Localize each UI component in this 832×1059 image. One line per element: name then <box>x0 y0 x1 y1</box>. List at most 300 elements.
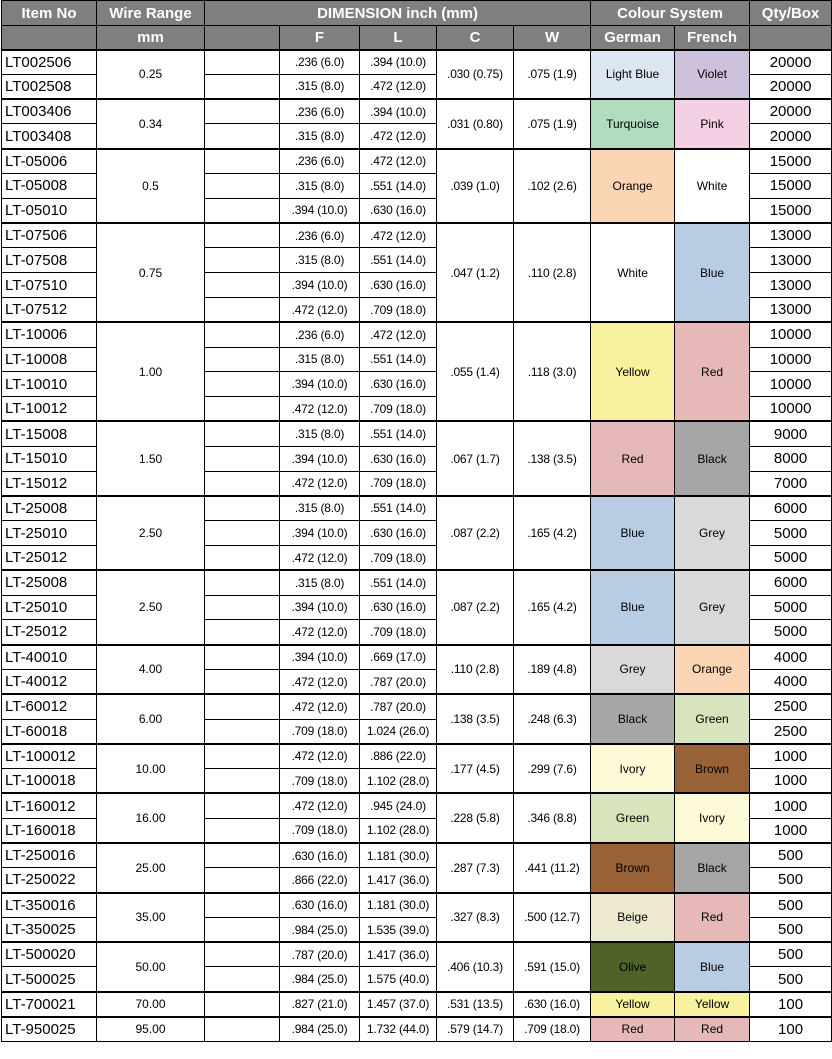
blank-subheader <box>205 26 280 50</box>
french-colour-cell: Black <box>675 843 750 893</box>
wire-range-cell: 25.00 <box>97 843 205 893</box>
f-dimension-cell: .984 (25.0) <box>280 967 360 992</box>
l-dimension-cell: .630 (16.0) <box>360 273 437 298</box>
item-no-cell: LT-15010 <box>2 446 97 471</box>
item-no-cell: LT-10012 <box>2 397 97 422</box>
german-colour-cell: White <box>591 223 675 322</box>
blank-cell <box>205 843 280 868</box>
blank-cell <box>205 124 280 149</box>
l-dimension-cell: .945 (24.0) <box>360 793 437 818</box>
item-no-cell: LT-60012 <box>2 694 97 719</box>
qty-cell: 13000 <box>750 273 832 298</box>
item-no-cell: LT-25008 <box>2 570 97 595</box>
blank-cell <box>205 198 280 223</box>
l-dimension-cell: 1.181 (30.0) <box>360 843 437 868</box>
qty-cell: 2500 <box>750 719 832 744</box>
l-dimension-cell: .630 (16.0) <box>360 521 437 546</box>
l-dimension-cell: .394 (10.0) <box>360 50 437 75</box>
blank-cell <box>205 595 280 620</box>
blank-cell <box>205 645 280 670</box>
table-row <box>2 496 832 521</box>
f-dimension-cell: .394 (10.0) <box>280 595 360 620</box>
f-dimension-cell: .315 (8.0) <box>280 421 360 446</box>
blank-cell <box>205 545 280 570</box>
l-dimension-cell: 1.102 (28.0) <box>360 818 437 843</box>
w-dimension-cell: .138 (3.5) <box>514 421 591 495</box>
w-dimension-cell: .591 (15.0) <box>514 942 591 992</box>
blank-cell <box>205 397 280 422</box>
item-no-cell: LT-950025 <box>2 1017 97 1042</box>
qty-cell: 500 <box>750 843 832 868</box>
wire-range-cell: 50.00 <box>97 942 205 992</box>
f-dimension-cell: .394 (10.0) <box>280 446 360 471</box>
blank-cell <box>205 99 280 124</box>
f-dimension-cell: .709 (18.0) <box>280 818 360 843</box>
blank-cell <box>205 223 280 248</box>
l-dimension-cell: .886 (22.0) <box>360 744 437 769</box>
french-subheader: French <box>675 26 750 50</box>
f-dimension-cell: .315 (8.0) <box>280 347 360 372</box>
l-dimension-cell: .709 (18.0) <box>360 620 437 645</box>
w-dimension-cell: .441 (11.2) <box>514 843 591 893</box>
german-colour-cell: Red <box>591 421 675 495</box>
qty-cell: 15000 <box>750 173 832 198</box>
french-colour-cell: Grey <box>675 496 750 570</box>
f-dimension-cell: .709 (18.0) <box>280 719 360 744</box>
l-dimension-cell: .787 (20.0) <box>360 694 437 719</box>
wire-range-cell: 2.50 <box>97 570 205 644</box>
l-dimension-cell: .669 (17.0) <box>360 645 437 670</box>
german-colour-cell: Light Blue <box>591 50 675 100</box>
blank-cell <box>205 273 280 298</box>
item-no-cell: LT003406 <box>2 99 97 124</box>
french-colour-cell: Ivory <box>675 793 750 843</box>
item-no-cell: LT-10008 <box>2 347 97 372</box>
french-colour-cell: Green <box>675 694 750 744</box>
w-dimension-cell: .165 (4.2) <box>514 570 591 644</box>
l-dimension-cell: 1.575 (40.0) <box>360 967 437 992</box>
blank-cell <box>205 297 280 322</box>
wire-range-cell: 95.00 <box>97 1017 205 1042</box>
l-dimension-cell: .709 (18.0) <box>360 545 437 570</box>
blank-cell <box>205 694 280 719</box>
w-dimension-cell: .248 (6.3) <box>514 694 591 744</box>
wire-range-cell: 16.00 <box>97 793 205 843</box>
blank-cell <box>205 322 280 347</box>
table-row <box>2 223 832 248</box>
blank-cell <box>205 248 280 273</box>
item-no-cell: LT-10010 <box>2 372 97 397</box>
wire-range-cell: 70.00 <box>97 992 205 1017</box>
f-dimension-cell: .472 (12.0) <box>280 669 360 694</box>
w-dimension-cell: .630 (16.0) <box>514 992 591 1017</box>
qty-cell: 5000 <box>750 595 832 620</box>
w-dimension-cell: .075 (1.9) <box>514 99 591 149</box>
c-dimension-cell: .287 (7.3) <box>437 843 514 893</box>
c-dimension-cell: .087 (2.2) <box>437 496 514 570</box>
l-dimension-cell: .472 (12.0) <box>360 149 437 174</box>
f-dimension-cell: .315 (8.0) <box>280 74 360 99</box>
c-dimension-cell: .047 (1.2) <box>437 223 514 322</box>
table-body <box>2 50 832 1042</box>
item-no-cell: LT-700021 <box>2 992 97 1017</box>
wire-range-header: Wire Range <box>97 1 205 26</box>
c-dimension-cell: .327 (8.3) <box>437 893 514 943</box>
french-colour-cell: Brown <box>675 744 750 794</box>
table-row <box>2 942 832 967</box>
item-no-cell: LT-25010 <box>2 595 97 620</box>
header-row-1 <box>2 1 832 26</box>
w-dimension-cell: .075 (1.9) <box>514 50 591 100</box>
l-dimension-cell: 1.181 (30.0) <box>360 893 437 918</box>
item-no-cell: LT-25012 <box>2 620 97 645</box>
item-no-cell: LT-60018 <box>2 719 97 744</box>
blank-cell <box>205 818 280 843</box>
german-colour-cell: Orange <box>591 149 675 223</box>
blank-cell <box>205 347 280 372</box>
qty-cell: 100 <box>750 992 832 1017</box>
wire-range-cell: 0.34 <box>97 99 205 149</box>
item-no-cell: LT-07510 <box>2 273 97 298</box>
l-dimension-cell: .709 (18.0) <box>360 471 437 496</box>
c-dimension-cell: .579 (14.7) <box>437 1017 514 1042</box>
wire-range-cell: 0.25 <box>97 50 205 100</box>
qty-cell: 10000 <box>750 347 832 372</box>
table-row <box>2 645 832 670</box>
w-dimension-cell: .102 (2.6) <box>514 149 591 223</box>
qty-cell: 500 <box>750 967 832 992</box>
item-no-cell: LT-15008 <box>2 421 97 446</box>
item-no-cell: LT-500020 <box>2 942 97 967</box>
f-dimension-cell: .984 (25.0) <box>280 1017 360 1042</box>
french-colour-cell: Black <box>675 421 750 495</box>
c-dimension-cell: .087 (2.2) <box>437 570 514 644</box>
l-dimension-cell: .551 (14.0) <box>360 248 437 273</box>
l-subheader: L <box>360 26 437 50</box>
c-dimension-cell: .228 (5.8) <box>437 793 514 843</box>
qty-cell: 20000 <box>750 124 832 149</box>
qty-box-header: Qty/Box <box>750 1 832 26</box>
l-dimension-cell: .709 (18.0) <box>360 297 437 322</box>
l-dimension-cell: 1.417 (36.0) <box>360 942 437 967</box>
qty-cell: 1000 <box>750 744 832 769</box>
f-dimension-cell: .236 (6.0) <box>280 99 360 124</box>
item-no-cell: LT-350025 <box>2 917 97 942</box>
german-colour-cell: Olive <box>591 942 675 992</box>
colour-system-header: Colour System <box>591 1 750 26</box>
wire-range-cell: 10.00 <box>97 744 205 794</box>
german-subheader: German <box>591 26 675 50</box>
french-colour-cell: Red <box>675 322 750 421</box>
l-dimension-cell: .630 (16.0) <box>360 446 437 471</box>
w-dimension-cell: .500 (12.7) <box>514 893 591 943</box>
blank-cell <box>205 446 280 471</box>
f-dimension-cell: .787 (20.0) <box>280 942 360 967</box>
c-dimension-cell: .406 (10.3) <box>437 942 514 992</box>
item-no-cell: LT-40012 <box>2 669 97 694</box>
wire-range-cell: 2.50 <box>97 496 205 570</box>
blank-cell <box>205 793 280 818</box>
french-colour-cell: Orange <box>675 645 750 695</box>
french-colour-cell: Yellow <box>675 992 750 1017</box>
blank-cell <box>205 620 280 645</box>
c-dimension-cell: .039 (1.0) <box>437 149 514 223</box>
table-row <box>2 843 832 868</box>
f-dimension-cell: .394 (10.0) <box>280 645 360 670</box>
w-dimension-cell: .709 (18.0) <box>514 1017 591 1042</box>
table-row <box>2 793 832 818</box>
french-colour-cell: Red <box>675 893 750 943</box>
item-no-cell: LT002506 <box>2 50 97 75</box>
item-no-cell: LT-15012 <box>2 471 97 496</box>
w-dimension-cell: .299 (7.6) <box>514 744 591 794</box>
table-row <box>2 893 832 918</box>
c-dimension-cell: .031 (0.80) <box>437 99 514 149</box>
item-no-cell: LT-25008 <box>2 496 97 521</box>
qty-cell: 5000 <box>750 620 832 645</box>
f-dimension-cell: .472 (12.0) <box>280 297 360 322</box>
table-row <box>2 744 832 769</box>
german-colour-cell: Blue <box>591 496 675 570</box>
table-header <box>2 1 832 50</box>
qty-cell: 9000 <box>750 421 832 446</box>
blank-cell <box>205 769 280 794</box>
f-dimension-cell: .866 (22.0) <box>280 868 360 893</box>
item-no-cell: LT-500025 <box>2 967 97 992</box>
qty-cell: 10000 <box>750 397 832 422</box>
qty-cell: 10000 <box>750 372 832 397</box>
w-dimension-cell: .118 (3.0) <box>514 322 591 421</box>
item-no-cell: LT-05008 <box>2 173 97 198</box>
qty-cell: 500 <box>750 917 832 942</box>
table-row <box>2 149 832 174</box>
german-colour-cell: Ivory <box>591 744 675 794</box>
f-dimension-cell: .315 (8.0) <box>280 173 360 198</box>
table-row <box>2 99 832 124</box>
w-subheader: W <box>514 26 591 50</box>
item-no-cell: LT-10006 <box>2 322 97 347</box>
terminal-spec-table <box>1 0 832 1042</box>
qty-cell: 8000 <box>750 446 832 471</box>
l-dimension-cell: .709 (18.0) <box>360 397 437 422</box>
l-dimension-cell: .787 (20.0) <box>360 669 437 694</box>
qty-cell: 20000 <box>750 99 832 124</box>
blank-cell <box>205 744 280 769</box>
item-no-cell: LT-25012 <box>2 545 97 570</box>
table-row <box>2 694 832 719</box>
item-no-cell: LT-160018 <box>2 818 97 843</box>
qty-cell: 4000 <box>750 669 832 694</box>
wire-range-cell: 35.00 <box>97 893 205 943</box>
blank-cell <box>205 942 280 967</box>
qty-subheader <box>750 26 832 50</box>
french-colour-cell: Blue <box>675 942 750 992</box>
qty-cell: 4000 <box>750 645 832 670</box>
l-dimension-cell: .472 (12.0) <box>360 322 437 347</box>
blank-cell <box>205 719 280 744</box>
w-dimension-cell: .165 (4.2) <box>514 496 591 570</box>
c-dimension-cell: .110 (2.8) <box>437 645 514 695</box>
german-colour-cell: Brown <box>591 843 675 893</box>
l-dimension-cell: .472 (12.0) <box>360 124 437 149</box>
item-no-cell: LT-07512 <box>2 297 97 322</box>
w-dimension-cell: .110 (2.8) <box>514 223 591 322</box>
blank-cell <box>205 496 280 521</box>
german-colour-cell: Yellow <box>591 992 675 1017</box>
qty-cell: 20000 <box>750 50 832 75</box>
l-dimension-cell: 1.535 (39.0) <box>360 917 437 942</box>
french-colour-cell: White <box>675 149 750 223</box>
qty-cell: 500 <box>750 893 832 918</box>
f-dimension-cell: .827 (21.0) <box>280 992 360 1017</box>
table-row <box>2 1017 832 1042</box>
german-colour-cell: Grey <box>591 645 675 695</box>
l-dimension-cell: .551 (14.0) <box>360 570 437 595</box>
wire-range-cell: 0.5 <box>97 149 205 223</box>
l-dimension-cell: 1.024 (26.0) <box>360 719 437 744</box>
c-dimension-cell: .177 (4.5) <box>437 744 514 794</box>
f-dimension-cell: .394 (10.0) <box>280 273 360 298</box>
wire-range-cell: 1.50 <box>97 421 205 495</box>
item-no-cell: LT-350016 <box>2 893 97 918</box>
l-dimension-cell: .630 (16.0) <box>360 595 437 620</box>
blank-cell <box>205 570 280 595</box>
w-dimension-cell: .346 (8.8) <box>514 793 591 843</box>
blank-cell <box>205 992 280 1017</box>
blank-cell <box>205 917 280 942</box>
item-no-cell: LT-05010 <box>2 198 97 223</box>
qty-cell: 13000 <box>750 248 832 273</box>
item-no-cell: LT-40010 <box>2 645 97 670</box>
item-no-cell: LT-05006 <box>2 149 97 174</box>
f-dimension-cell: .472 (12.0) <box>280 397 360 422</box>
f-dimension-cell: .472 (12.0) <box>280 620 360 645</box>
f-subheader: F <box>280 26 360 50</box>
blank-cell <box>205 669 280 694</box>
item-no-cell: LT002508 <box>2 74 97 99</box>
german-colour-cell: Yellow <box>591 322 675 421</box>
l-dimension-cell: .551 (14.0) <box>360 347 437 372</box>
f-dimension-cell: .984 (25.0) <box>280 917 360 942</box>
qty-cell: 13000 <box>750 297 832 322</box>
qty-cell: 5000 <box>750 521 832 546</box>
wire-range-cell: 6.00 <box>97 694 205 744</box>
item-no-cell: LT-160012 <box>2 793 97 818</box>
f-dimension-cell: .630 (16.0) <box>280 843 360 868</box>
table-row <box>2 421 832 446</box>
l-dimension-cell: .394 (10.0) <box>360 99 437 124</box>
blank-cell <box>205 967 280 992</box>
f-dimension-cell: .472 (12.0) <box>280 744 360 769</box>
f-dimension-cell: .236 (6.0) <box>280 322 360 347</box>
f-dimension-cell: .315 (8.0) <box>280 124 360 149</box>
item-no-header: Item No <box>2 1 97 26</box>
l-dimension-cell: 1.457 (37.0) <box>360 992 437 1017</box>
qty-cell: 6000 <box>750 570 832 595</box>
c-dimension-cell: .138 (3.5) <box>437 694 514 744</box>
l-dimension-cell: .630 (16.0) <box>360 372 437 397</box>
blank-cell <box>205 372 280 397</box>
blank-cell <box>205 50 280 75</box>
mm-subheader: mm <box>97 26 205 50</box>
dimension-header: DIMENSION inch (mm) <box>205 1 591 26</box>
blank-cell <box>205 421 280 446</box>
blank-cell <box>205 1017 280 1042</box>
blank-cell <box>205 893 280 918</box>
l-dimension-cell: .472 (12.0) <box>360 223 437 248</box>
f-dimension-cell: .472 (12.0) <box>280 545 360 570</box>
l-dimension-cell: 1.102 (28.0) <box>360 769 437 794</box>
french-colour-cell: Blue <box>675 223 750 322</box>
table-row <box>2 570 832 595</box>
c-subheader: C <box>437 26 514 50</box>
item-no-cell: LT-250016 <box>2 843 97 868</box>
french-colour-cell: Red <box>675 1017 750 1042</box>
qty-cell: 7000 <box>750 471 832 496</box>
f-dimension-cell: .394 (10.0) <box>280 372 360 397</box>
german-colour-cell: Red <box>591 1017 675 1042</box>
wire-range-cell: 1.00 <box>97 322 205 421</box>
f-dimension-cell: .315 (8.0) <box>280 248 360 273</box>
qty-cell: 2500 <box>750 694 832 719</box>
german-colour-cell: Beige <box>591 893 675 943</box>
qty-cell: 10000 <box>750 322 832 347</box>
blank-cell <box>205 74 280 99</box>
german-colour-cell: Blue <box>591 570 675 644</box>
f-dimension-cell: .472 (12.0) <box>280 471 360 496</box>
table-row <box>2 50 832 75</box>
f-dimension-cell: .236 (6.0) <box>280 50 360 75</box>
l-dimension-cell: .551 (14.0) <box>360 496 437 521</box>
f-dimension-cell: .315 (8.0) <box>280 496 360 521</box>
french-colour-cell: Grey <box>675 570 750 644</box>
table-row <box>2 322 832 347</box>
qty-cell: 100 <box>750 1017 832 1042</box>
french-colour-cell: Violet <box>675 50 750 100</box>
w-dimension-cell: .189 (4.8) <box>514 645 591 695</box>
qty-cell: 1000 <box>750 818 832 843</box>
german-colour-cell: Black <box>591 694 675 744</box>
wire-range-cell: 0.75 <box>97 223 205 322</box>
l-dimension-cell: .551 (14.0) <box>360 421 437 446</box>
item-no-cell: LT-07508 <box>2 248 97 273</box>
f-dimension-cell: .236 (6.0) <box>280 223 360 248</box>
header-row-2 <box>2 26 832 50</box>
table-row <box>2 992 832 1017</box>
f-dimension-cell: .394 (10.0) <box>280 198 360 223</box>
l-dimension-cell: .472 (12.0) <box>360 74 437 99</box>
blank-cell <box>205 868 280 893</box>
f-dimension-cell: .472 (12.0) <box>280 694 360 719</box>
qty-cell: 500 <box>750 868 832 893</box>
c-dimension-cell: .531 (13.5) <box>437 992 514 1017</box>
f-dimension-cell: .630 (16.0) <box>280 893 360 918</box>
item-no-cell: LT-100018 <box>2 769 97 794</box>
german-colour-cell: Turquoise <box>591 99 675 149</box>
item-no-cell: LT-250022 <box>2 868 97 893</box>
f-dimension-cell: .709 (18.0) <box>280 769 360 794</box>
qty-cell: 20000 <box>750 74 832 99</box>
c-dimension-cell: .067 (1.7) <box>437 421 514 495</box>
qty-cell: 15000 <box>750 149 832 174</box>
f-dimension-cell: .394 (10.0) <box>280 521 360 546</box>
l-dimension-cell: .551 (14.0) <box>360 173 437 198</box>
item-no-cell: LT003408 <box>2 124 97 149</box>
c-dimension-cell: .030 (0.75) <box>437 50 514 100</box>
qty-cell: 1000 <box>750 793 832 818</box>
blank-cell <box>205 521 280 546</box>
l-dimension-cell: 1.732 (44.0) <box>360 1017 437 1042</box>
